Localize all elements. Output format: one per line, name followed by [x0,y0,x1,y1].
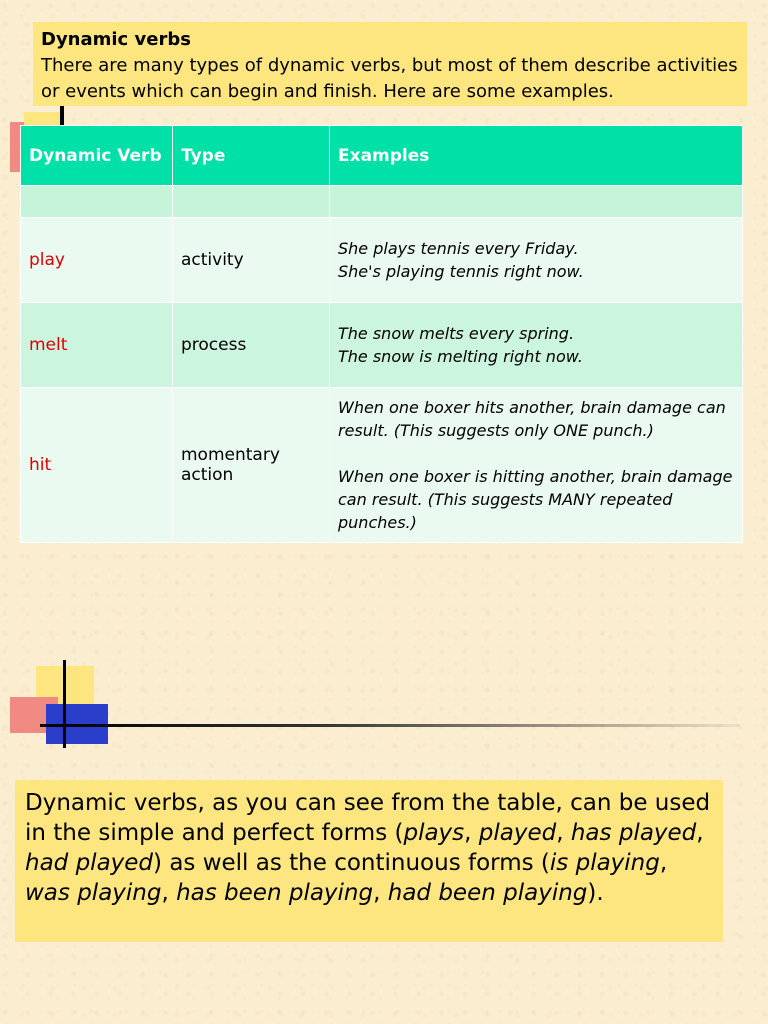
note-form: has played [570,820,697,846]
table-row [21,388,743,543]
note-text: ). [587,880,604,906]
example-sentence: The snow melts every spring. [338,324,575,343]
note-sep: , [696,820,704,846]
type-cell: process [173,303,330,388]
note-form: had played [25,850,154,876]
header-examples: Examples [330,126,743,186]
note-form: was playing [25,880,162,906]
header-dynamic-verb: Dynamic Verb [21,126,173,186]
header-type: Type [173,126,330,186]
examples-cell [330,303,743,388]
examples-cell [330,218,743,303]
note-text: Dynamic verbs, as you can see from the table, can be used in the simple and perfect forms ( [25,790,711,846]
examples-cell [330,388,743,543]
type-cell: momentary action [173,388,330,543]
intro-box [33,22,747,106]
summary-note [15,780,723,942]
note-form: had been playing [387,880,588,906]
note-form: played [478,820,557,846]
dynamic-verbs-table [20,125,743,543]
example-sentence: When one boxer is hitting another, brain damage can result. (This suggests MANY repeated punches.) [338,467,733,532]
example-sentence: When one boxer hits another, brain damage can result. (This suggests only ONE punch.) [338,398,726,440]
note-sep: , [373,880,388,906]
intro-title: Dynamic verbs [41,29,191,50]
note-sep: , [464,820,479,846]
example-sentence: The snow is melting right now. [338,347,583,366]
note-form: is playing [549,850,660,876]
note-form: has been playing [176,880,374,906]
table-spacer-row [21,186,743,218]
divider-line [40,724,740,727]
table-row [21,218,743,303]
note-sep: , [161,880,177,906]
verb-cell: play [21,218,173,303]
note-form: plays [403,820,465,846]
table-row [21,303,743,388]
verb-cell: hit [21,388,173,543]
type-cell: activity [173,218,330,303]
table-header-row [21,126,743,186]
example-sentence: She's playing tennis right now. [338,262,584,281]
note-sep: , [556,820,571,846]
note-text: ) as well as the continuous forms ( [153,850,550,876]
intro-text: There are many types of dynamic verbs, but most of them describe activities or events which can begin and finish. Here are some examples. [41,55,738,102]
example-sentence: She plays tennis every Friday. [338,239,579,258]
verb-cell: melt [21,303,173,388]
note-sep: , [659,850,668,876]
